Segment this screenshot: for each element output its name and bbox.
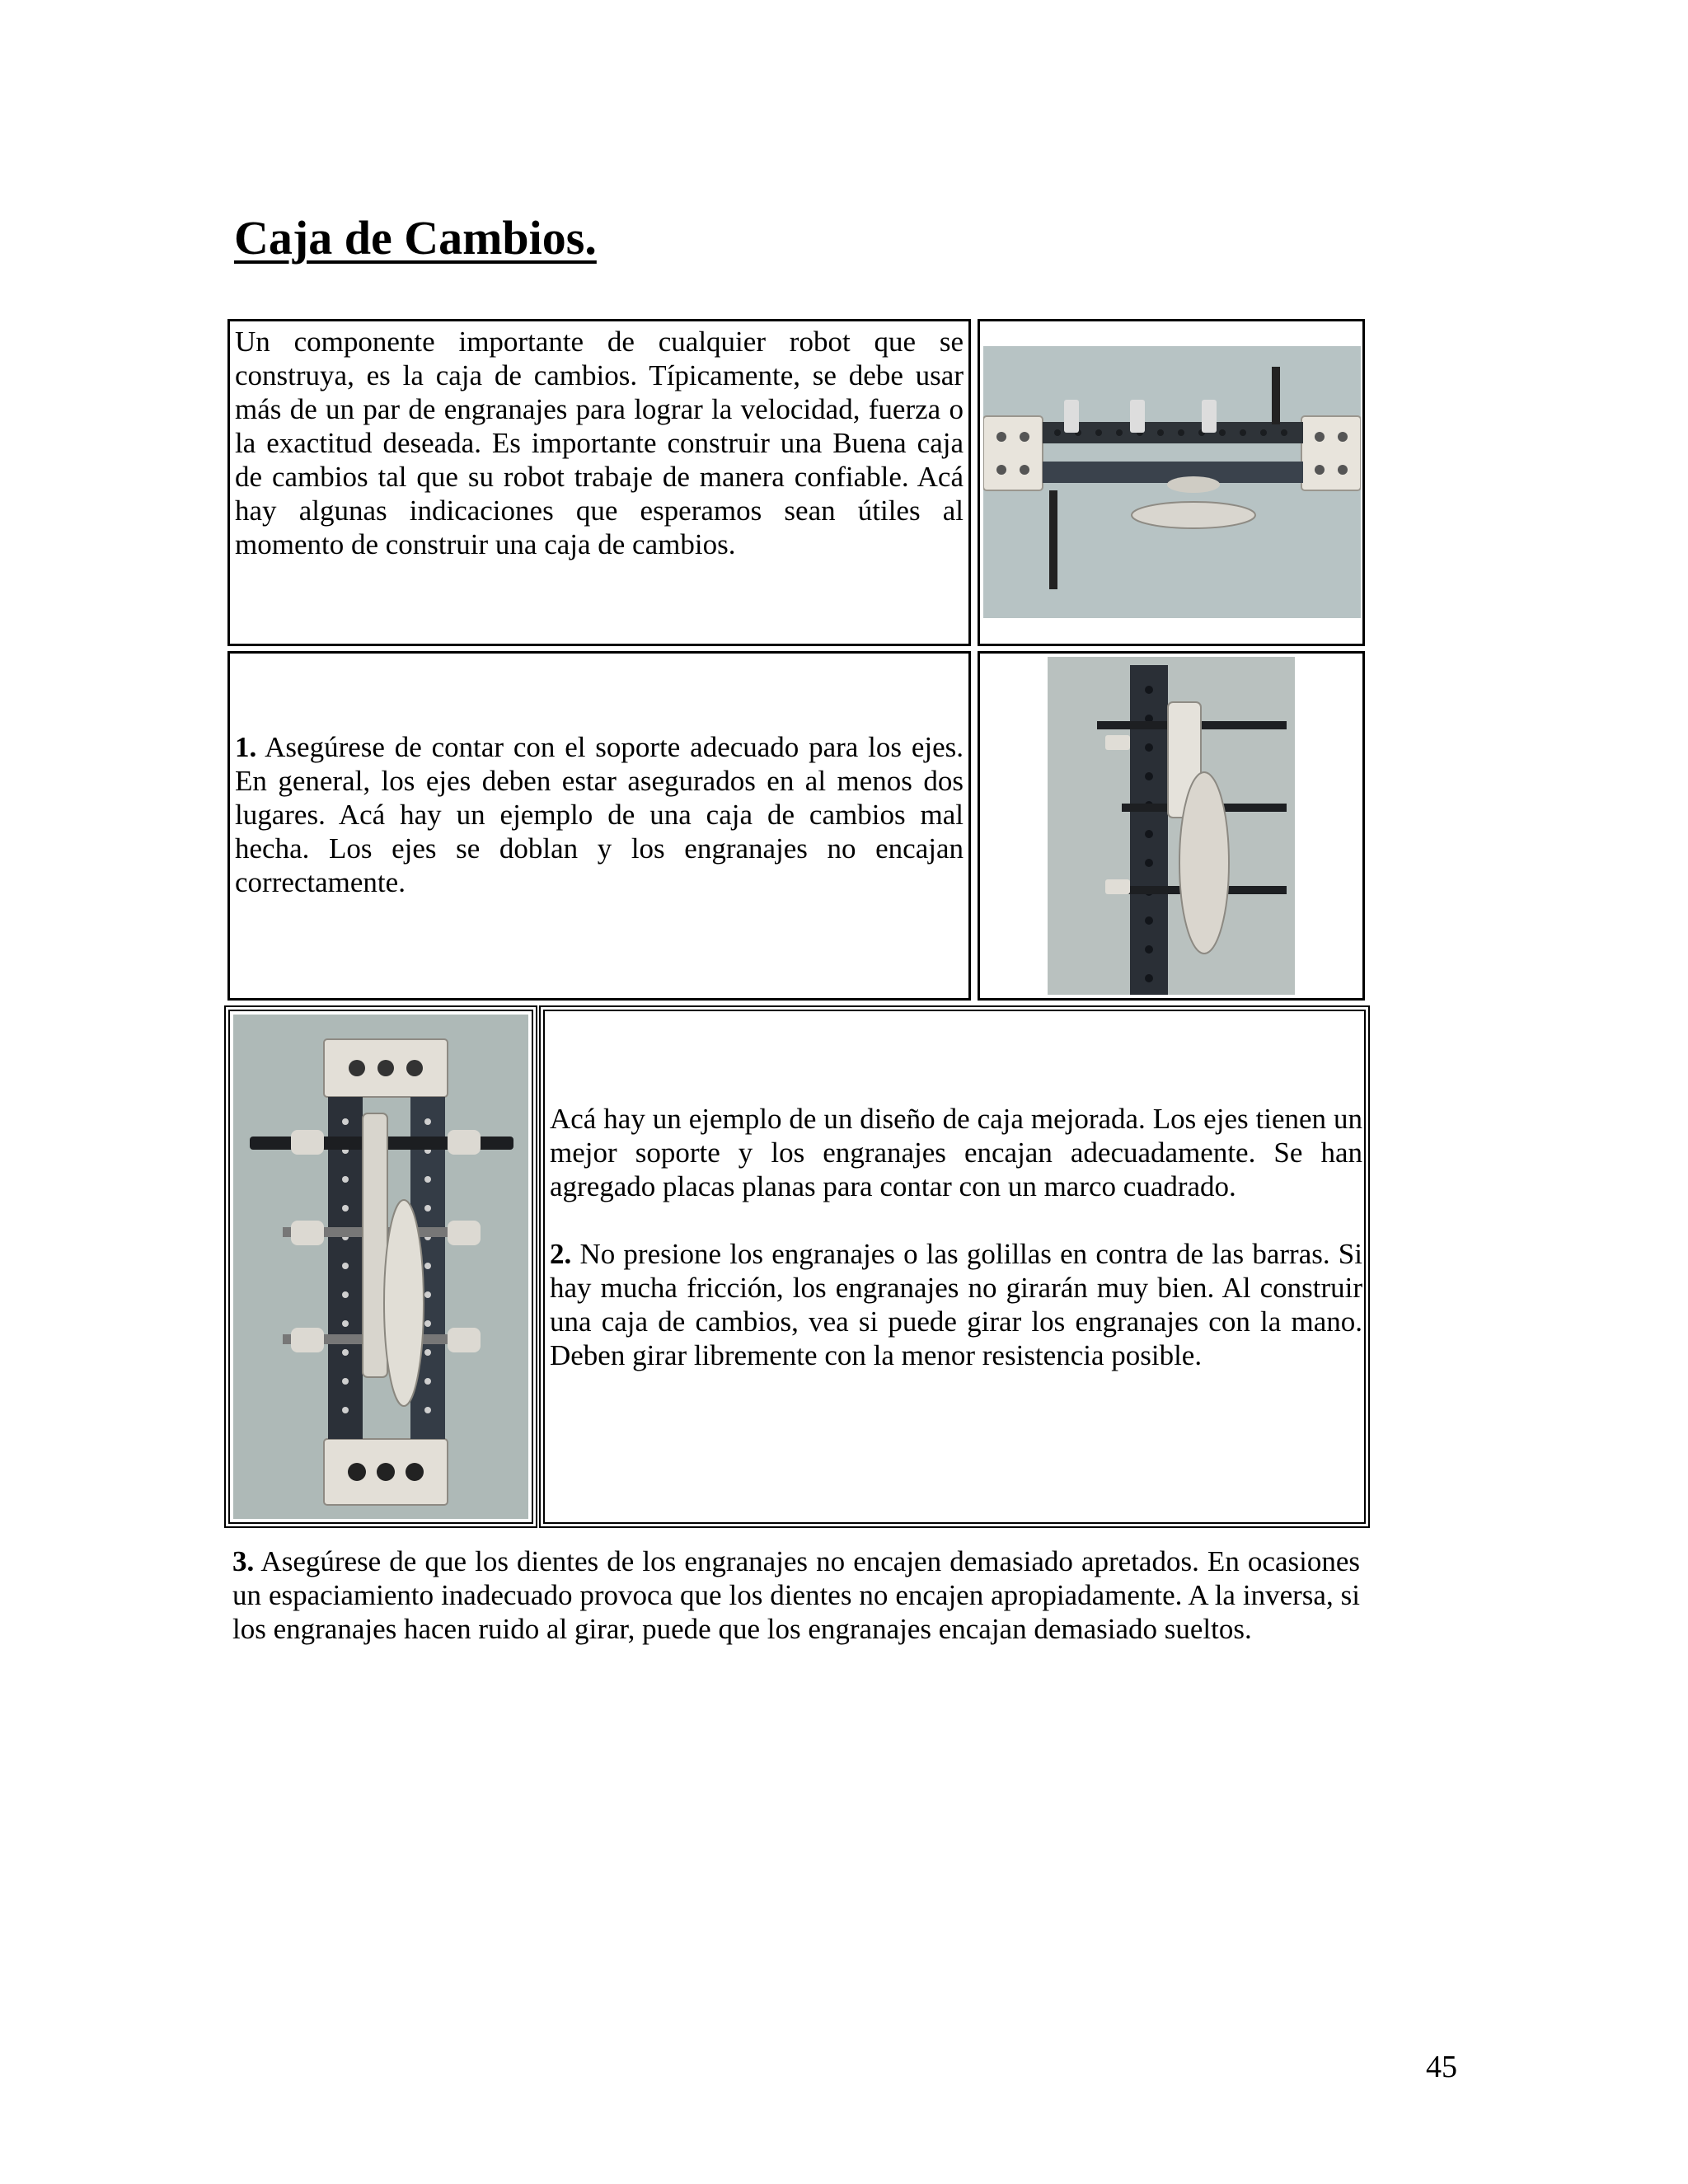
improved-text-box: [539, 1005, 1370, 1528]
intro-paragraph: Un componente importante de cualquier robot que se construya, es la caja de cambios. Típicamente, se debe usar más de un par de engranajes para lograr la velocidad, fuerza o la exactitud deseada. Es importante construir una Buena caja de cambios tal que su robot trabaje de manera confiable. Acá hay algunas indicaciones que esperamos sean útiles al momento de construir una caja de cambios.: [235, 326, 964, 560]
tip1-photo-box: [978, 651, 1365, 1001]
gearbox-photo-1: [983, 346, 1361, 618]
tip2-paragraph: [550, 1237, 1362, 1372]
tip1-paragraph: [235, 730, 964, 899]
gearbox-photo-improved: [233, 1015, 528, 1519]
improved-photo-box: [224, 1005, 537, 1528]
tip3-text: Asegúrese de que los dientes de los engranajes no encajen demasiado apretados. En ocasiones un espaciamiento inadecuado provoca que los dientes no encajen apropiadamente. A la inversa, si los engranajes hacen ruido al girar, puede que los engranajes encajan demasiado sueltos.: [232, 1545, 1360, 1645]
tip1-number: 1.: [235, 730, 257, 763]
page-title: Caja de Cambios.: [234, 211, 597, 265]
tip1-text: Asegúrese de contar con el soporte adecuado para los ejes. En general, los ejes deben estar asegurados en al menos dos lugares. Acá hay un ejemplo de una caja de cambios mal hecha. Los ejes se doblan y los engranajes no encajan correctamente.: [235, 730, 964, 898]
intro-text-box: [227, 319, 971, 646]
tip1-text-box: [227, 651, 971, 1001]
tip2-text: No presione los engranajes o las golillas en contra de las barras. Si hay mucha fricción, los engranajes no girarán muy bien. Al construir una caja de cambios, vea si puede girar los engranajes con la mano. Deben girar libremente con la menor resistencia posible.: [550, 1238, 1362, 1371]
gearbox-photo-bad: [1048, 657, 1295, 995]
improved-intro-paragraph: Acá hay un ejemplo de un diseño de caja mejorada. Los ejes tienen un mejor soporte y los engranajes encajan adecuadamente. Se han agregado placas planas para contar con un marco cuadrado.: [550, 1103, 1362, 1202]
page-number: 45: [1426, 2050, 1457, 2084]
tip3-paragraph: [232, 1544, 1360, 1646]
tip2-number: 2.: [550, 1238, 572, 1270]
intro-photo-box: [978, 319, 1365, 646]
tip3-number: 3.: [232, 1545, 255, 1577]
